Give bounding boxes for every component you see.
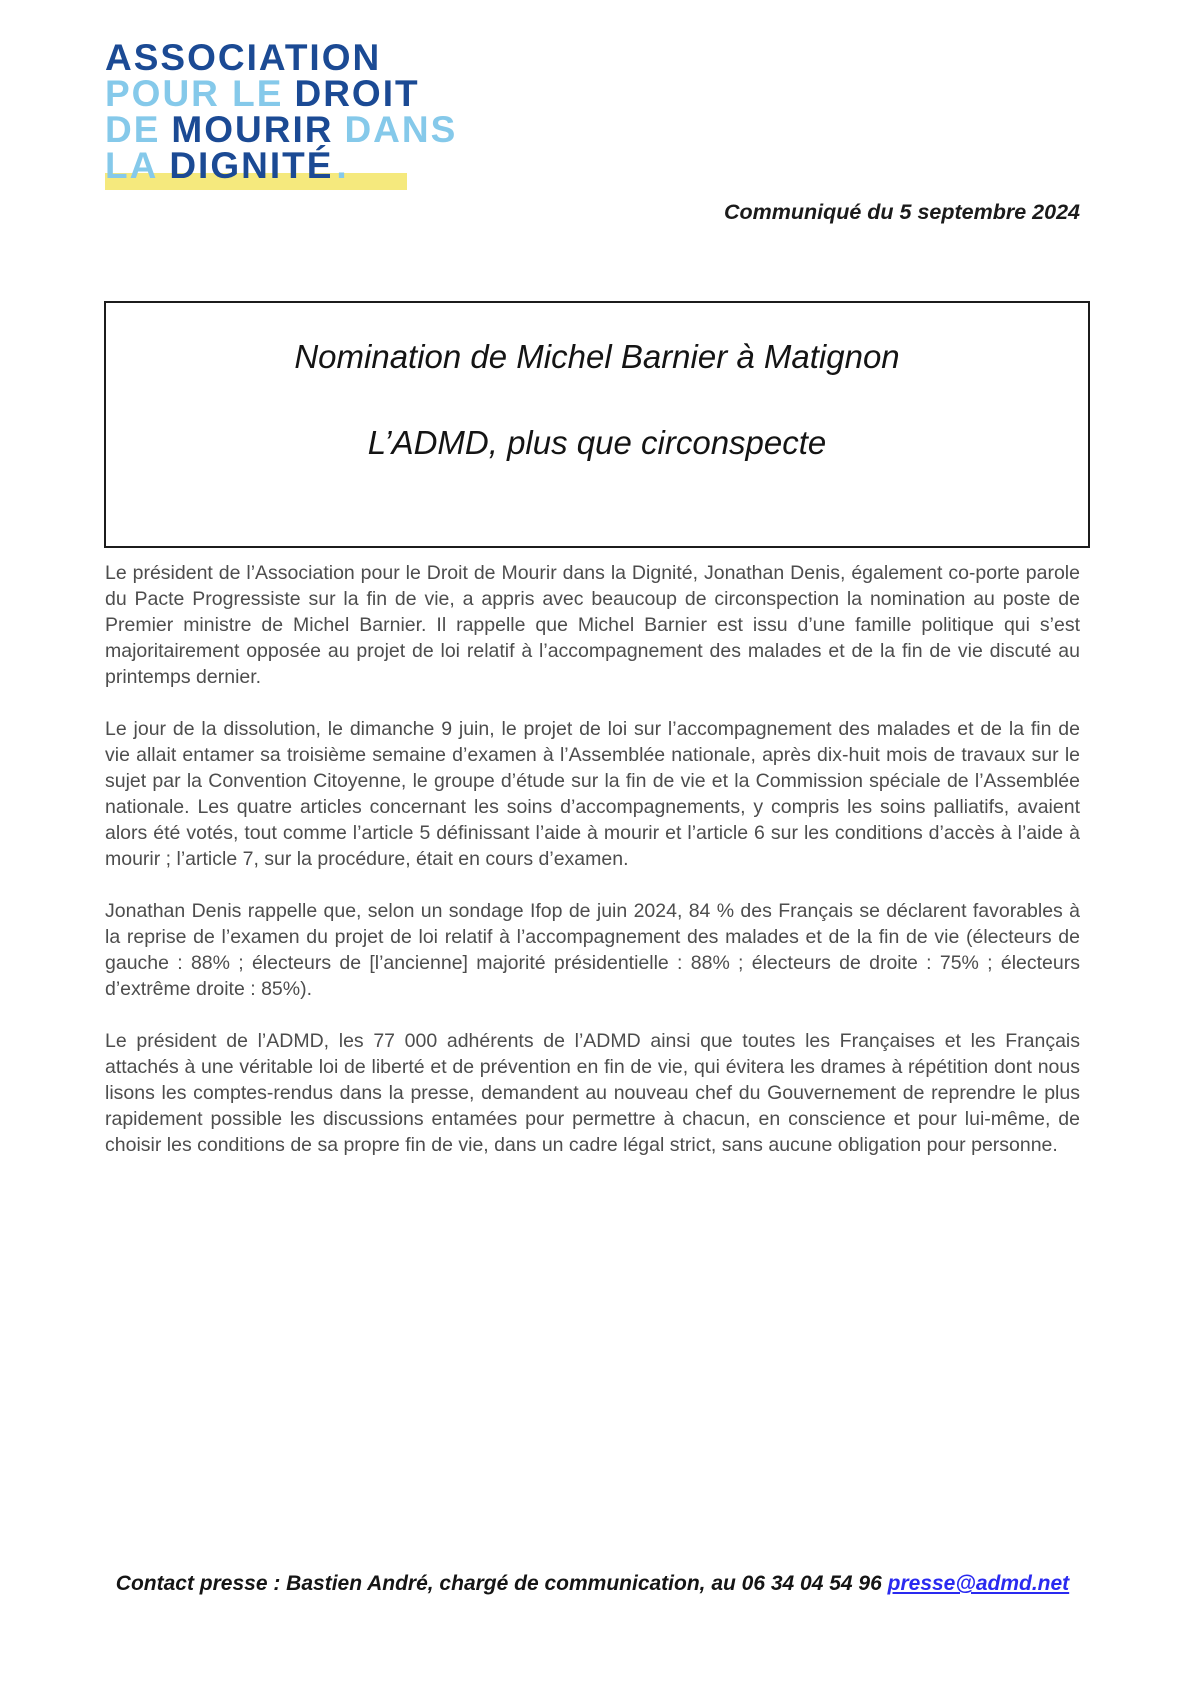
paragraph-2: Le jour de la dissolution, le dimanche 9 juin, le projet de loi sur l’accompagnement des malades et de la fin de vie allait entamer sa troisième semaine d’examen à l’Assemblée nationale, après dix-huit mois de travaux sur le sujet par la Convention Citoyenne, le groupe d’étude sur la fin de vie et la Commission spéciale de l’Assemblée nationale. Les quatre articles concernant les soins d’accompagnements, y compris les soins palliatifs, avaient alors été votés, tout comme l’article 5 définissant l’aide à mourir et l’article 6 sur les conditions d’accès à l’aide à mourir ; l’article 7, sur la procédure, était en cours d’examen. [105, 718, 1080, 870]
logo-word-dignite: DIGNITÉ [169, 145, 334, 186]
body-text [105, 560, 1080, 1184]
logo-period: . [336, 145, 349, 186]
paragraph-1: Le président de l’Association pour le Droit de Mourir dans la Dignité, Jonathan Denis, également co-porte parole du Pacte Progressiste sur la fin de vie, a appris avec beaucoup de circonspection la nomination au poste de Premier ministre de Michel Barnier. Il rappelle que Michel Barnier est issu d’une famille politique qui s’est majoritairement opposée au projet de loi relatif à l’accompagnement des malades et de la fin de vie discuté au printemps dernier. [105, 562, 1080, 688]
press-contact-line [105, 1572, 1080, 1596]
logo-word-la: LA [105, 145, 159, 186]
communique-date: Communiqué du 5 septembre 2024 [723, 200, 1080, 224]
logo-word-mourir: MOURIR [171, 109, 334, 150]
title-box [104, 301, 1090, 548]
paragraph-4: Le président de l’ADMD, les 77 000 adhérents de l’ADMD ainsi que toutes les Françaises et les Français attachés à une véritable loi de liberté et de prévention en fin de vie, qui évitera les drames à répétition dont nous lisons les comptes-rendus dans la presse, demandent au nouveau chef du Gouvernement de reprendre le plus rapidement possible les discussions entamées pour permettre à chacun, en conscience et pour lui-même, de choisir les conditions de sa propre fin de vie, dans un cadre légal strict, sans aucune obligation pour personne. [105, 1030, 1080, 1156]
title-line-1: Nomination de Michel Barnier à Matignon [294, 338, 900, 375]
logo-word-de: DE [105, 109, 161, 150]
logo-line-2 [105, 73, 420, 114]
logo-line-4 [105, 145, 415, 186]
logo-line-1 [105, 37, 415, 78]
logo-line-3 [105, 109, 458, 150]
paragraph-3: Jonathan Denis rappelle que, selon un sondage Ifop de juin 2024, 84 % des Français se déclarent favorables à la reprise de l’examen du projet de loi relatif à l’accompagnement des malades et de la fin de vie (électeurs de gauche : 88% ; électeurs de [l’ancienne] majorité présidentielle : 88% ; électeurs de droite : 75% ; électeurs d’extrême droite : 85%). [105, 900, 1080, 1000]
press-email-link[interactable]: presse@admd.net [887, 1572, 1070, 1595]
logo-word-pour-le: POUR LE [105, 73, 284, 114]
logo-word-dans: DANS [344, 109, 458, 150]
logo-word-association: ASSOCIATION [105, 37, 382, 78]
title-line-2: L’ADMD, plus que circonspecte [367, 424, 827, 461]
logo-word-droit: DROIT [294, 73, 420, 114]
press-contact-text: Contact presse : Bastien André, chargé de communication, au 06 34 04 54 96 [115, 1572, 888, 1595]
admd-logo [105, 37, 458, 186]
